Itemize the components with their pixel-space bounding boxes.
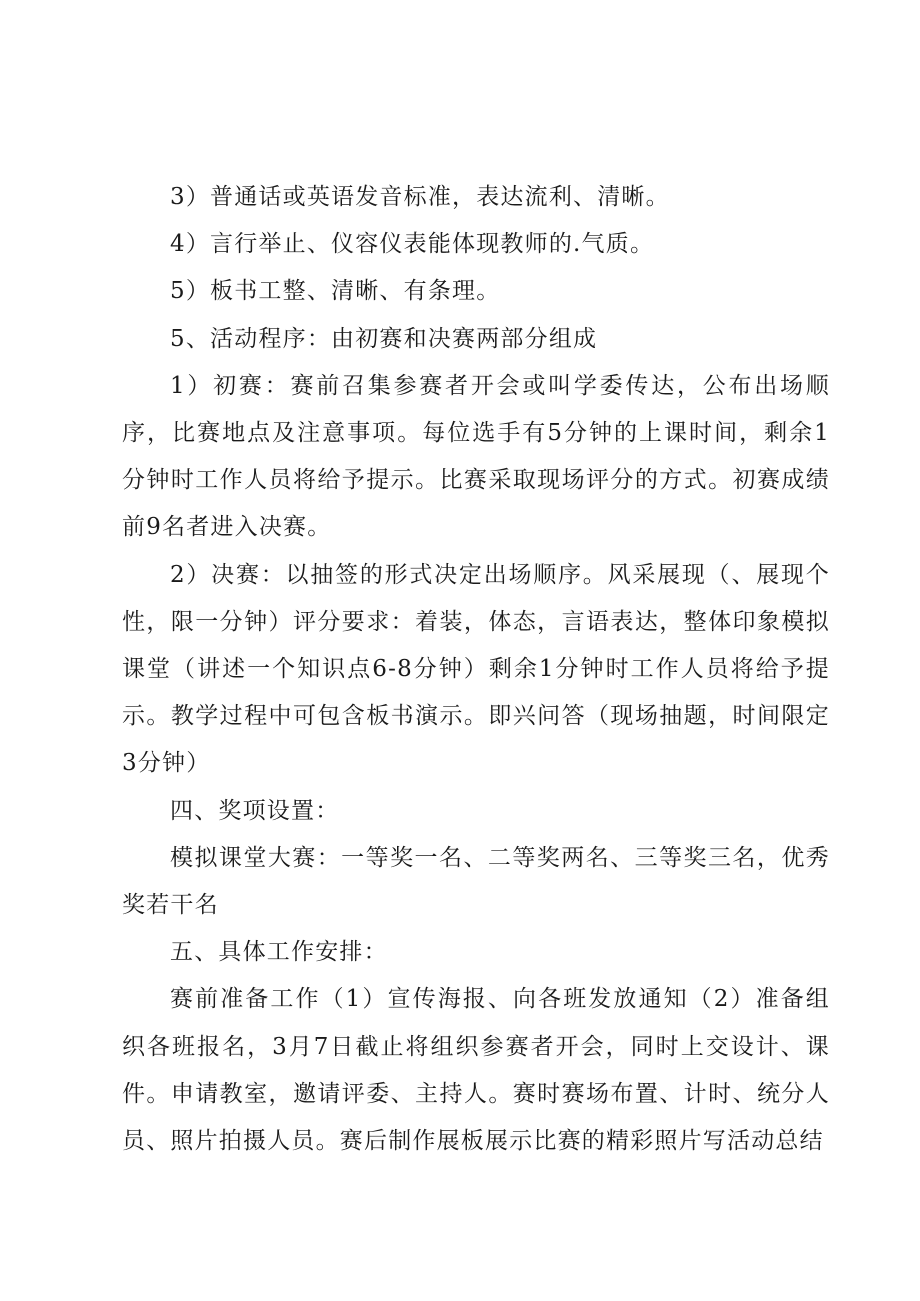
arrangement-paragraph: 赛前准备工作（1）宣传海报、向各班发放通知（2）准备组织各班报名，3月7日截止将组织参赛者开会，同时上交设计、课件。申请教室，邀请评委、主持人。赛时赛场布置、计时、统分人员、照片拍摄人员。赛后制作展板展示比赛的精彩照片写活动总结 [122,986,830,1155]
criterion-4-paragraph: 4）言行举止、仪容仪表能体现教师的.气质。 [170,231,655,258]
criterion-3-paragraph: 3）普通话或英语发音标准，表达流利、清晰。 [170,184,670,210]
final-paragraph: 2）决赛：以抽签的形式决定出场顺序。风采展现（、展现个性，限一分钟）评分要求：着装，体态，言语表达，整体印象模拟课堂（讲述一个知识点6-8分钟）剩余1分钟时工作人员将给予提示。教学过程中可包含板书演示。即兴问答（现场抽题，时间限定3分钟） [122,561,830,777]
awards-heading: 四、奖项设置： [170,797,340,824]
procedure-heading: 5、活动程序：由初赛和决赛两部分组成 [170,325,598,352]
awards-paragraph: 模拟课堂大赛：一等奖一名、二等奖两名、三等奖三名，优秀奖若干名 [122,844,830,919]
document-body [122,174,830,1165]
arrangement-heading: 五、具体工作安排： [170,939,388,966]
criterion-5-paragraph: 5）板书工整、清晰、有条理。 [170,278,501,305]
preliminary-paragraph: 1）初赛：赛前召集参赛者开会或叫学委传达，公布出场顺序，比赛地点及注意事项。每位选手有5分钟的上课时间，剩余1分钟时工作人员将给予提示。比赛采取现场评分的方式。初赛成绩前9名者进入决赛。 [122,372,830,541]
